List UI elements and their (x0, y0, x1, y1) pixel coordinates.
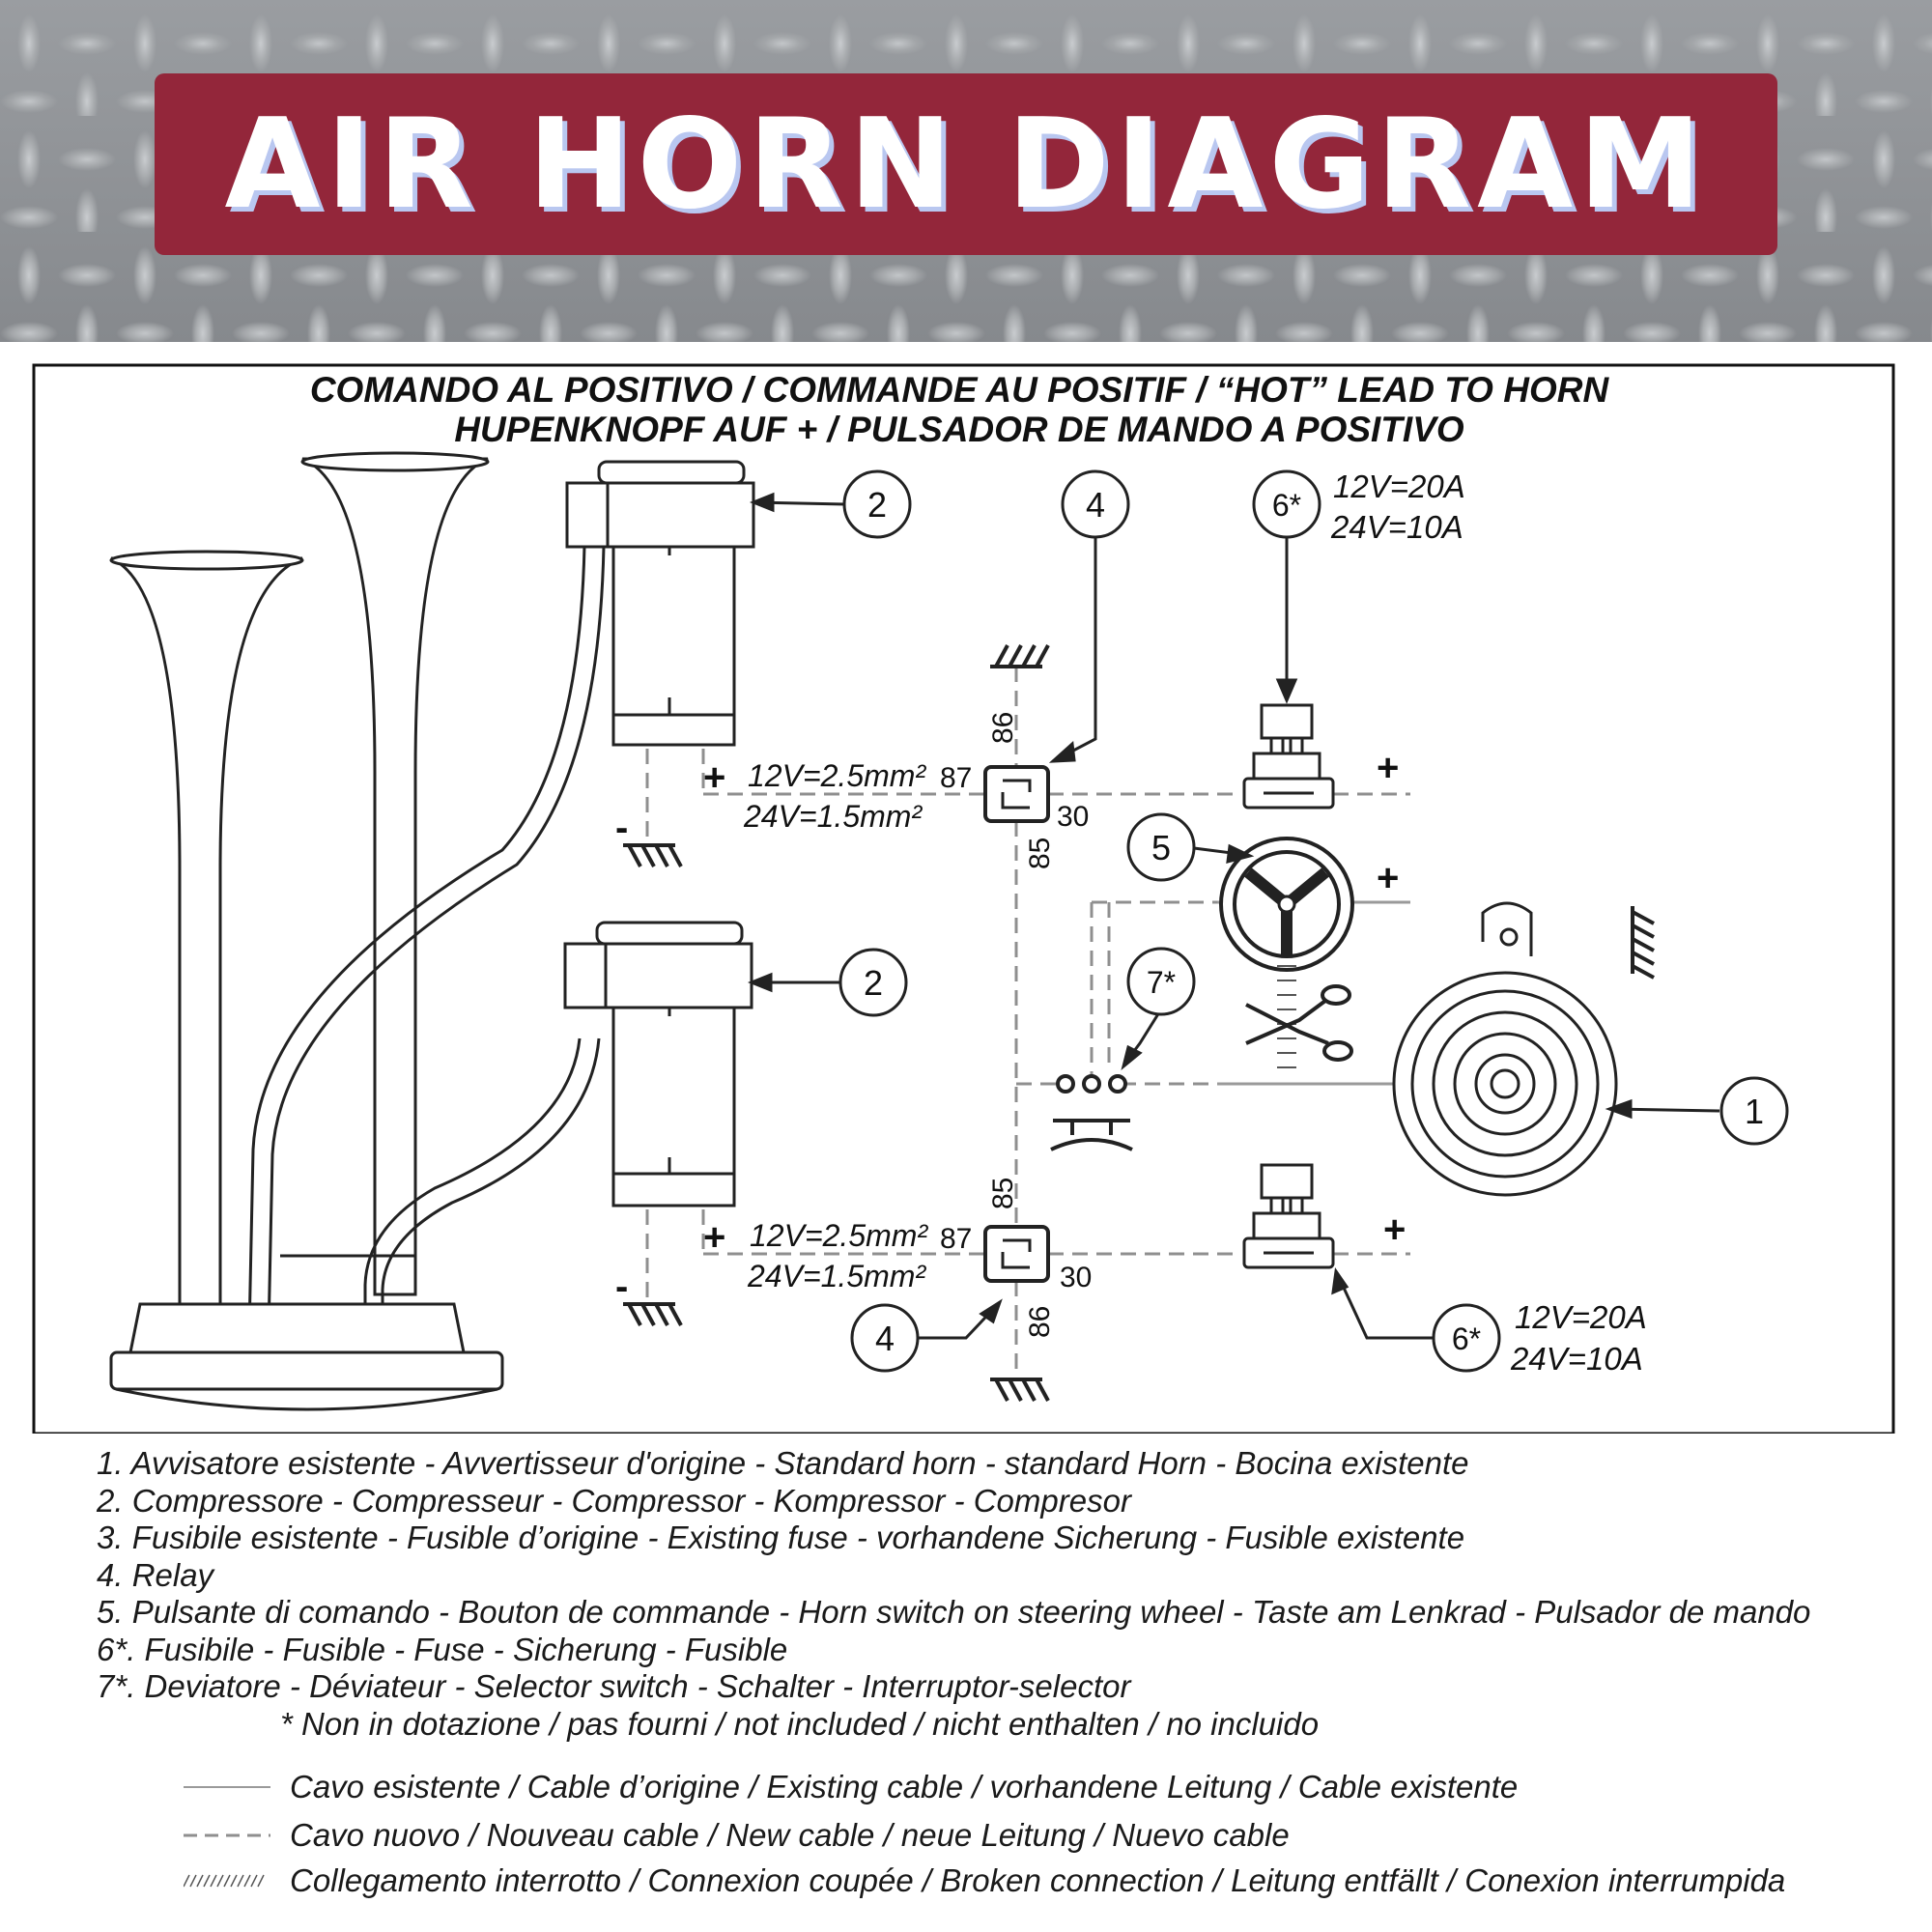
component-legend (97, 1445, 1913, 1743)
callout-label: 1 (1744, 1092, 1765, 1131)
wiring-diagram (0, 342, 1932, 1434)
callout-label: 2 (863, 963, 884, 1003)
fuse-rating-24v: 24V=10A (1331, 509, 1463, 545)
diagram-heading-line1: COMANDO AL POSITIVO / COMMANDE AU POSITIF / “HOT” LEAD TO HORN (309, 370, 1609, 410)
relay-pin-86: 86 (987, 711, 1019, 744)
relay-bottom (985, 1227, 1048, 1281)
legend-item-7: 7*. Deviatore - Déviateur - Selector switch - Schalter - Interruptor-selector (97, 1668, 1131, 1704)
key-new-cable (184, 1814, 1290, 1857)
wire-gauge-24v: 24V=1.5mm² (744, 799, 923, 834)
legend-item-2: 2. Compressore - Compresseur - Compressor - Kompressor - Compresor (97, 1482, 1131, 1519)
callout-label: 6* (1271, 488, 1302, 523)
plus-sign: + (703, 756, 726, 799)
plus-sign: + (1377, 857, 1400, 899)
callout-label: 4 (874, 1319, 895, 1358)
relay-top (985, 767, 1048, 821)
dashed-line-sample (184, 1831, 270, 1840)
legend-note: * Non in dotazione / pas fourni / not included / nicht enthalten / no incluido (280, 1705, 1320, 1742)
page-title: AIR HORN DIAGRAM (224, 92, 1708, 237)
relay-pin-30: 30 (1060, 1262, 1093, 1293)
fuse-rating-12v: 12V=20A (1515, 1299, 1647, 1335)
diagram-frame (34, 365, 1893, 1434)
callout-horn-switch (1128, 814, 1194, 880)
hatched-line-sample (184, 1873, 270, 1889)
callout-relay-bottom (852, 1305, 918, 1371)
fuse-rating-12v: 12V=20A (1333, 469, 1465, 504)
ground-symbol (623, 845, 681, 867)
wire-gauge-12v: 12V=2.5mm² (750, 1218, 928, 1253)
compressor-top (567, 462, 753, 745)
diagram-heading-line2: HUPENKNOPF AUF + / PULSADOR DE MANDO A POSITIVO (454, 410, 1464, 449)
minus-sign: - (615, 807, 629, 849)
solid-line-sample (184, 1782, 270, 1792)
callout-label: 7* (1146, 965, 1177, 1000)
fuse-bottom (1244, 1165, 1333, 1267)
callout-fuse-bottom (1434, 1305, 1499, 1371)
callout-fuse-top (1254, 471, 1320, 537)
relay-pin-85: 85 (987, 1177, 1019, 1209)
callout-label: 2 (867, 485, 888, 525)
fuse-top (1244, 705, 1333, 808)
relay-pin-86: 86 (1024, 1305, 1056, 1338)
title-banner (155, 73, 1777, 255)
legend-item-3: 3. Fusibile esistente - Fusible d’origine - Existing fuse - vorhandene Sicherung - Fusible existente (97, 1520, 1465, 1555)
relay-pin-87: 87 (940, 762, 973, 794)
wire-gauge-24v: 24V=1.5mm² (748, 1259, 926, 1293)
wire-gauge-12v: 12V=2.5mm² (748, 758, 926, 793)
ground-symbol (1633, 906, 1654, 978)
relay-pin-85: 85 (1024, 837, 1056, 869)
relay-pin-87: 87 (940, 1223, 973, 1255)
plus-sign: + (1383, 1208, 1406, 1251)
callout-selector (1128, 949, 1194, 1014)
key-new-text: Cavo nuovo / Nouveau cable / New cable / neue Leitung / Nuevo cable (290, 1817, 1290, 1853)
relay-pin-30: 30 (1057, 801, 1090, 833)
legend-item-1: 1. Avvisatore esistente - Avvertisseur d'origine - Standard horn - standard Horn - Bocina existente (97, 1445, 1469, 1481)
scissors-icon (1246, 986, 1351, 1060)
legend-item-4: 4. Relay (97, 1556, 214, 1593)
ground-symbol (990, 1379, 1048, 1401)
callout-horn (1721, 1078, 1787, 1144)
legend-item-5: 5. Pulsante di comando - Bouton de commande - Horn switch on steering wheel - Taste am Lenkrad - Pulsador de mando (97, 1594, 1811, 1630)
callout-relay-top (1063, 471, 1128, 537)
selector-switch (1051, 1076, 1132, 1150)
diamond-plate-header (0, 0, 1932, 342)
key-broken-connection (184, 1860, 1785, 1902)
fuse-rating-24v: 24V=10A (1511, 1341, 1643, 1377)
ground-symbol (623, 1304, 681, 1325)
ground-symbol (990, 645, 1048, 667)
callout-label: 4 (1085, 485, 1106, 525)
legend-item-6: 6*. Fusibile - Fusible - Fuse - Sicherung - Fusible (97, 1631, 788, 1667)
key-existing-text: Cavo esistente / Cable d’origine / Existing cable / vorhandene Leitung / Cable existente (290, 1769, 1519, 1804)
callout-compressor-top (844, 471, 910, 537)
callout-label: 5 (1151, 828, 1172, 867)
callout-label: 6* (1451, 1321, 1482, 1356)
plus-sign: + (703, 1216, 726, 1259)
plus-sign: + (1377, 747, 1400, 789)
standard-horn-icon (1394, 903, 1616, 1195)
key-existing-cable (184, 1766, 1518, 1808)
minus-sign: - (615, 1265, 629, 1308)
air-horn-trumpets (111, 453, 628, 1409)
callout-compressor-bottom (840, 950, 906, 1015)
broken-connection (1277, 966, 1296, 1067)
key-broken-text: Collegamento interrotto / Connexion coupée / Broken connection / Leitung entfällt / Conexion interrumpida (290, 1862, 1786, 1898)
